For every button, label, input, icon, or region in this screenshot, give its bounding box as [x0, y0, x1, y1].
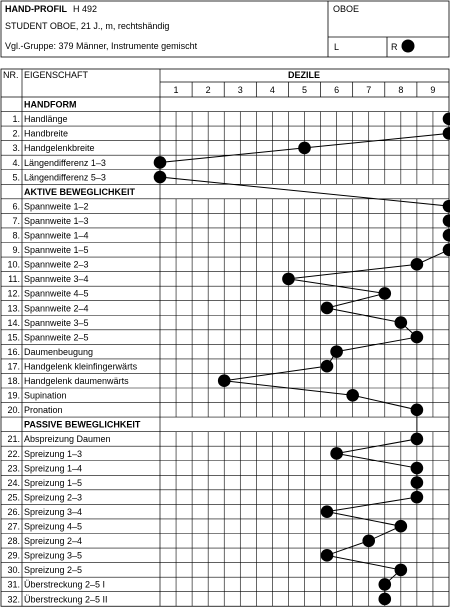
row-property-label: Spannweite 2–4 [24, 303, 89, 314]
row-number: 28. [7, 536, 20, 547]
row-number: 21. [7, 434, 20, 445]
row-number: 18. [7, 376, 20, 386]
row-number: 7. [12, 215, 20, 226]
profile-point [321, 549, 334, 562]
row-number: 27. [7, 521, 20, 532]
decile-label: 8 [398, 85, 404, 95]
row-property-label: Spreizung 1–5 [24, 477, 83, 488]
profile-point [321, 360, 334, 373]
row-property-label: Handbreite [24, 128, 69, 139]
row-property-label: Spreizung 4–5 [24, 521, 83, 532]
row-number: 12. [7, 288, 20, 299]
row-number: 17. [7, 361, 20, 372]
profile-point [443, 214, 450, 227]
profile-point [154, 156, 167, 169]
left-hand-label: L [334, 42, 340, 52]
profile-point [330, 345, 343, 358]
profile-point [298, 142, 311, 155]
decile-label: 7 [366, 85, 372, 95]
row-number: 13. [7, 303, 20, 314]
instrument-name: OBOE [333, 4, 360, 14]
row-property-label: Spreizung 2–4 [24, 536, 83, 547]
row-property-label: Längendifferenz 1–3 [24, 157, 106, 168]
row-number: 5. [12, 172, 20, 183]
row-number: 25. [7, 492, 20, 503]
row-number: 24. [7, 477, 20, 488]
row-property-label: Längendifferenz 5–3 [24, 172, 106, 183]
profile-point [218, 374, 231, 387]
decile-label: 1 [173, 85, 179, 95]
row-number: 6. [12, 201, 20, 212]
row-property-label: Spreizung 1–3 [24, 448, 83, 459]
row-property-label: Spreizung 3–4 [24, 506, 83, 517]
profile-point [411, 433, 424, 446]
row-number: 1. [12, 114, 20, 125]
header-box [1, 1, 449, 57]
row-number: 2. [12, 128, 20, 139]
profile-point [330, 447, 343, 460]
col-property-header: EIGENSCHAFT [24, 70, 89, 80]
profile-point [362, 534, 375, 547]
row-property-label: Supination [24, 390, 67, 401]
row-number: 3. [12, 143, 20, 154]
row-number: 30. [7, 565, 20, 576]
row-property-label: Spannweite 1–5 [24, 245, 89, 256]
row-property-label: Spannweite 1–3 [24, 215, 89, 226]
form-code: H 492 [73, 4, 98, 14]
row-number: 4. [12, 157, 20, 168]
profile-point [321, 302, 334, 315]
profile-point [395, 316, 408, 329]
row-property-label: Spannweite 3–4 [24, 274, 89, 285]
profile-point [443, 243, 450, 256]
row-property-label: Handgelenk kleinfingerwärts [24, 361, 138, 372]
profile-point [282, 273, 295, 286]
row-number: 31. [7, 579, 20, 590]
profile-point [411, 258, 424, 271]
row-property-label: Überstreckung 2–5 I [24, 579, 106, 590]
student-info: STUDENT OBOE, 21 J., m, rechtshändig [5, 21, 170, 31]
table-header [3, 70, 320, 80]
row-number: 32. [7, 594, 20, 605]
profile-point [395, 564, 408, 577]
profile-point [378, 593, 391, 606]
row-property-label: Daumenbeugung [24, 346, 94, 357]
row-property-label: Spannweite 1–4 [24, 230, 89, 241]
row-property-label: Spannweite 4–5 [24, 288, 89, 299]
row-number: 22. [7, 448, 20, 459]
profile-point [346, 389, 359, 402]
profile-point [443, 113, 450, 126]
row-number: 23. [7, 463, 20, 474]
decile-label: 9 [430, 85, 436, 95]
row-number: 19. [7, 390, 20, 401]
profile-point [378, 578, 391, 591]
row-number: 11. [8, 274, 20, 285]
row-property-label: Spannweite 1–2 [24, 201, 89, 212]
right-hand-label: R [391, 42, 398, 52]
row-property-label: Überstreckung 2–5 II [24, 594, 108, 605]
profile-point [378, 287, 391, 300]
row-number: 10. [7, 259, 20, 270]
row-property-label: Handgelenkbreite [24, 143, 95, 154]
row-number: 8. [12, 230, 20, 241]
row-number: 16. [7, 346, 20, 357]
row-number: 29. [7, 550, 20, 561]
profile-point [443, 229, 450, 242]
col-deciles-header: DEZILE [287, 70, 321, 80]
decile-labels [174, 85, 436, 95]
row-labels [7, 100, 140, 605]
row-property-label: Spannweite 2–3 [24, 259, 89, 270]
section-heading: PASSIVE BEWEGLICHKEIT [24, 419, 141, 430]
row-property-label: Handlänge [24, 114, 68, 125]
form-title: HAND-PROFIL [5, 4, 67, 14]
profile-point [411, 331, 424, 344]
decile-label: 6 [334, 85, 340, 95]
row-number: 15. [7, 332, 20, 343]
row-property-label: Pronation [24, 405, 63, 416]
profile-point [321, 505, 334, 518]
row-property-label: Handgelenk daumenwärts [24, 376, 129, 386]
decile-label: 3 [237, 85, 243, 95]
col-nr-header: NR. [3, 70, 19, 80]
row-property-label: Abspreizung Daumen [24, 434, 111, 445]
decile-label: 5 [301, 85, 308, 95]
row-property-label: Spreizung 2–3 [24, 492, 83, 503]
row-number: 14. [7, 317, 20, 328]
profile-point [411, 491, 424, 504]
decile-label: 4 [269, 85, 275, 95]
profile-point [411, 476, 424, 489]
row-number: 26. [7, 506, 20, 517]
profile-point [443, 127, 450, 140]
comparison-group: Vgl.-Gruppe: 379 Männer, Instrumente gemischt [5, 41, 198, 51]
profile-point [411, 462, 424, 475]
right-hand-marker [402, 40, 415, 53]
row-number: 9. [12, 245, 20, 256]
row-property-label: Spannweite 2–5 [24, 332, 89, 343]
row-property-label: Spannweite 3–5 [24, 317, 89, 328]
profile-point [154, 171, 167, 184]
section-heading: AKTIVE BEWEGLICHKEIT [24, 186, 136, 197]
profile-point [395, 520, 408, 533]
row-number: 20. [7, 405, 20, 416]
decile-label: 2 [205, 85, 211, 95]
profile-point [411, 404, 424, 417]
row-property-label: Spreizung 2–5 [24, 565, 83, 576]
section-heading: HANDFORM [24, 99, 77, 110]
row-property-label: Spreizung 3–5 [24, 550, 83, 561]
row-property-label: Spreizung 1–4 [24, 463, 83, 474]
profile-point [443, 200, 450, 213]
